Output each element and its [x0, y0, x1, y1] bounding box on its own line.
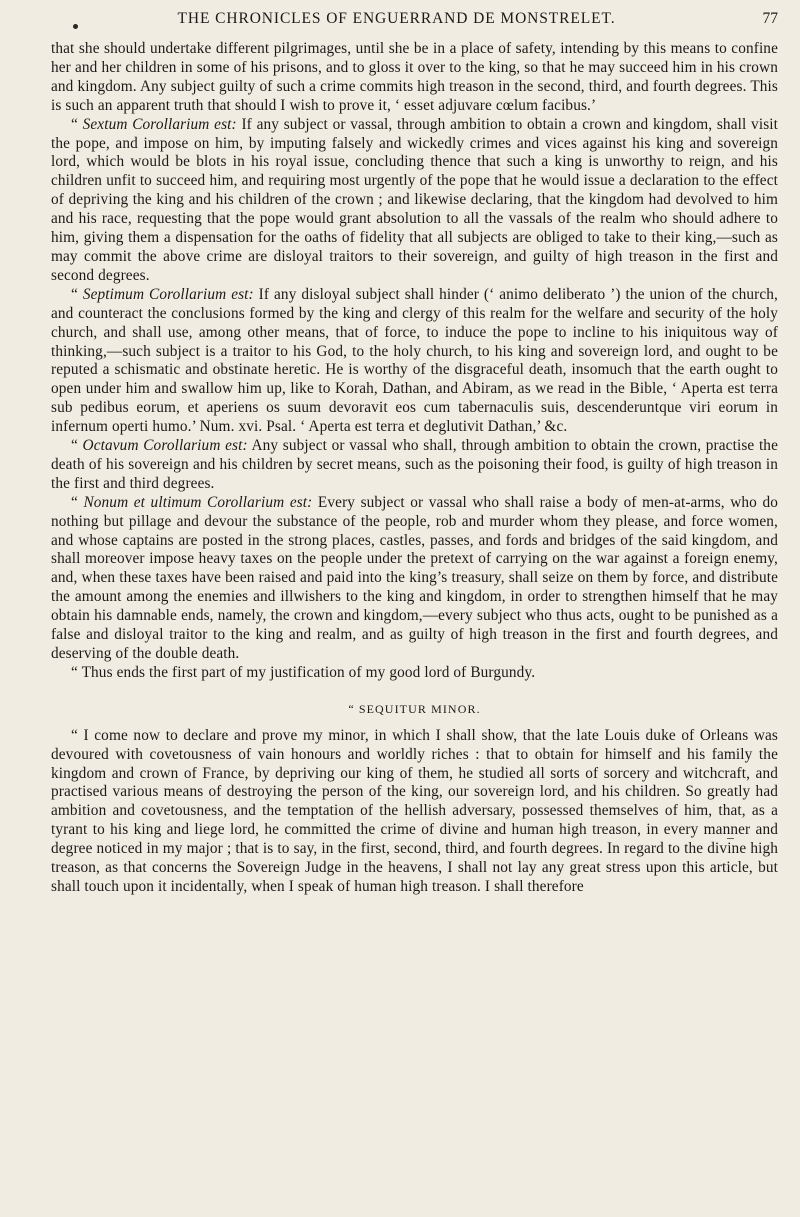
italic-heading-text: Nonum et ultimum Corollarium est:: [83, 493, 313, 511]
paragraph: [51, 664, 778, 683]
paragraph-text: If any disloyal subject shall hinder (‘ animo deliberato ’) the union of the church, and counteract the conclusions formed by the king and clergy of this realm for the welfare and security of the holy church, and shall use, among other means, that of force, to induce the pope to incline to his iniquitous way of thinking,—such subject is a traitor to his God, to the holy church, to his king and sovereign lord, and ought to be reputed a schismatic and obstinate heretic. He is worthy of the disgraceful death, insomuch that the earth ought to open under him and swallow him up, like to Korah, Dathan, and Abiram, as we read in the Bible, ‘ Aperta est terra sub pedibus eorum, et aperiens os suum devoravit eos cum tabernaculis suis, descenderuntque viri eorum in infernum operti humo.’ Num. xvi. Psal. ‘ Aperta est terra et deglutivit Dathan,’ &c.: [51, 285, 779, 436]
paragraph-text: “: [71, 285, 83, 303]
paragraph: [51, 286, 778, 437]
section-heading: “ SEQUITUR MINOR.: [348, 701, 481, 716]
paragraph: [51, 494, 778, 664]
paragraph-text: “ Thus ends the first part of my justification of my good lord of Burgundy.: [71, 663, 536, 681]
paragraph-text: “: [71, 437, 83, 455]
italic-heading-text: Octavum Corollarium est:: [82, 437, 248, 455]
paragraph-text: “: [71, 493, 84, 511]
body-text: [51, 40, 778, 897]
print-mark: [727, 838, 734, 839]
paragraphs-before-heading: [51, 40, 778, 683]
paragraph-text: that she should undertake different pilgrimages, until she be in a place of safety, intending by this means to confine her and her children in some of his prisons, and to gloss it over to the king, so that he may succeed him in his crown and kingdom. Any subject guilty of such a crime commits high treason in the second, third, and fourth degrees. This is such an apparent truth that should I wish to prove it, ‘ esset adjuvare cœlum facibus.’: [51, 40, 778, 114]
paragraph: [51, 727, 778, 897]
page-number: 77: [762, 10, 778, 27]
page-header: [51, 10, 778, 40]
paragraph-text: Every subject or vassal who shall raise a body of men-at-arms, who do nothing but pillage and devour the substance of the people, rob and murder whom they please, and force women, and whose captains are posted in the strong places, castles, passes, and fords and bridges of the said kingdom, and shall moreover impose heavy taxes on the people under the pretext of carrying on the war against a foreign enemy, and, when these taxes have been raised and paid into the king’s treasury, shall seize on them by force, and distribute the amount among the enemies and illwishers to the king and kingdom, in order to strengthen himself that he may obtain his damnable ends, namely, the crown and kingdom,—every subject who thus acts, ought to be punished as a false and disloyal traitor to the king and realm, and as guilty of high treason in the first and fourth degrees, and deserving of the double death.: [51, 493, 779, 662]
running-head: THE CHRONICLES OF ENGUERRAND DE MONSTRELET.: [177, 10, 616, 27]
paragraphs-after-heading: [51, 727, 778, 897]
paragraph: [51, 116, 778, 286]
paragraph-text: Any subject or vassal who shall, through ambition to obtain the crown, practise the death of his sovereign and his children by secret means, such as the poisoning their food, is guilty of high treason in the first and third degrees.: [51, 437, 778, 492]
paragraph-text: If any subject or vassal, through ambition to obtain a crown and kingdom, shall visit the pope, and impose on him, by imputing falsely and wickedly crimes and vices against his king and sovereign lord, which would be blots in his royal issue, concluding thence that such a king is unworthy to reign, and his children unfit to succeed him, and requiring most urgently of the pope that he would issue a declaration to the effect of depriving the king and his children of the crown ; and likewise declaring, that the kingdom had devolved to him and his race, requesting that the pope would grant absolution to all the vassals of the realm who should adhere to him, giving them a dispensation for the oaths of fidelity that all subjects are obliged to take to their king,—such as may commit the above crime are disloyal traitors to their sovereign, and guilty of high treason in the first and second degrees.: [51, 115, 779, 284]
italic-heading-text: Sextum Corollarium est:: [82, 115, 237, 133]
paragraph: [51, 437, 778, 494]
paragraph-text: “: [71, 115, 83, 133]
paragraph-text: “ I come now to declare and prove my minor, in which I shall show, that the late Louis duke of Orleans was devoured with covetousness of vain honours and worldly riches : that to obtain for himself and his family the kingdom and crown of France, by depriving our king of them, he studied all sorts of sorcery and witchcraft, and practised various means of destroying the person of the king, our sovereign lord, and his children. So greatly had ambition and covetousness, and the temptation of the hellish adversary, possessed themselves of him, that, as a tyrant to his king and liege lord, he committed the crime of divine and human high treason, in every manner and degree noticed in my major ; that is to say, in the first, second, third, and fourth degrees. In regard to the divine high treason, as that concerns the Sovereign Judge in the heavens, I shall not lay any great stress upon this article, but shall touch upon it incidentally, when I speak of human high treason. I shall therefore: [51, 726, 778, 895]
italic-heading-text: Septimum Corollarium est:: [82, 285, 254, 303]
paragraph: [51, 40, 778, 116]
